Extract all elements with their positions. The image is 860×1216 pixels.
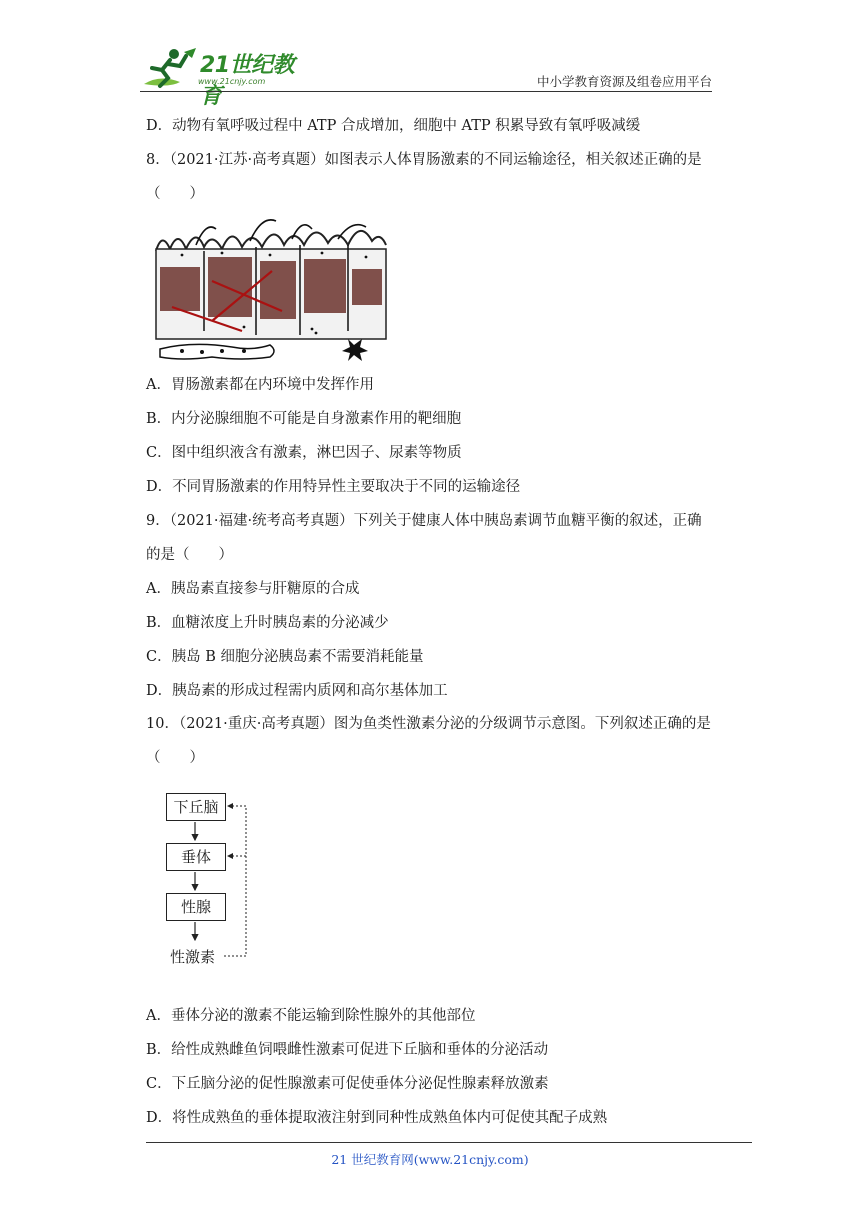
q7-option-d: D．动物有氧呼吸过程中 ATP 合成增加，细胞中 ATP 积累导致有氧呼吸减缓 [146,118,641,134]
q8-stem: 8．（2021·江苏·高考真题）如图表示人体胃肠激素的不同运输途径，相关叙述正确的是 [146,152,702,168]
header-divider [140,91,712,92]
page-header [140,44,712,109]
q10-option-b: B．给性成熟雌鱼饲喂雌性激素可促进下丘脑和垂体的分泌活动 [146,1042,549,1058]
logo-url: www.21cnjy.com [198,77,266,86]
q9-answer-blank: 的是（ ） [146,547,233,563]
q9-option-d: D．胰岛素的形成过程需内质网和高尔基体加工 [146,683,448,699]
footer-link[interactable]: 21 世纪教育网(www.21cnjy.com) [331,1152,529,1167]
q8-option-d: D．不同胃肠激素的作用特异性主要取决于不同的运输途径 [146,479,521,495]
q8-option-a: A．胃肠激素都在内环境中发挥作用 [146,377,374,393]
q10-stem: 10．（2021·重庆·高考真题）图为鱼类性激素分泌的分级调节示意图。下列叙述正确的是 [146,716,711,732]
q10-answer-blank: （ ） [146,750,204,766]
q9-option-b: B．血糖浓度上升时胰岛素的分泌减少 [146,615,389,631]
q10-option-d: D．将性成熟鱼的垂体提取液注射到同种性成熟鱼体内可促使其配子成熟 [146,1110,608,1126]
q9-option-c: C．胰岛 B 细胞分泌胰岛素不需要消耗能量 [146,649,424,665]
site-name: 中小学教育资源及组卷应用平台 [536,74,712,89]
site-logo[interactable] [140,44,310,109]
hormone-regulation-diagram [160,790,260,970]
box-pituitary: 垂体 [166,843,226,871]
label-sex-hormone: 性激素 [170,948,216,966]
gut-hormone-transport-figure [152,211,390,364]
q8-option-c: C．图中组织液含有激素，淋巴因子、尿素等物质 [146,445,462,461]
q10-option-c: C．下丘脑分泌的促性腺激素可促使垂体分泌促性腺素释放激素 [146,1076,549,1092]
q9-stem: 9．（2021·福建·统考高考真题）下列关于健康人体中胰岛素调节血糖平衡的叙述，正确 [146,513,702,529]
runner-logo-icon [140,44,200,90]
footer-divider [146,1142,752,1143]
box-hypothalamus: 下丘脑 [166,793,226,821]
logo-text: 21世纪教育 [200,53,295,109]
q9-option-a: A．胰岛素直接参与肝糖原的合成 [146,581,360,597]
box-gonad: 性腺 [166,893,226,921]
q10-option-a: A．垂体分泌的激素不能运输到除性腺外的其他部位 [146,1008,476,1024]
q8-answer-blank: （ ） [146,186,204,202]
q8-option-b: B．内分泌腺细胞不可能是自身激素作用的靶细胞 [146,411,462,427]
